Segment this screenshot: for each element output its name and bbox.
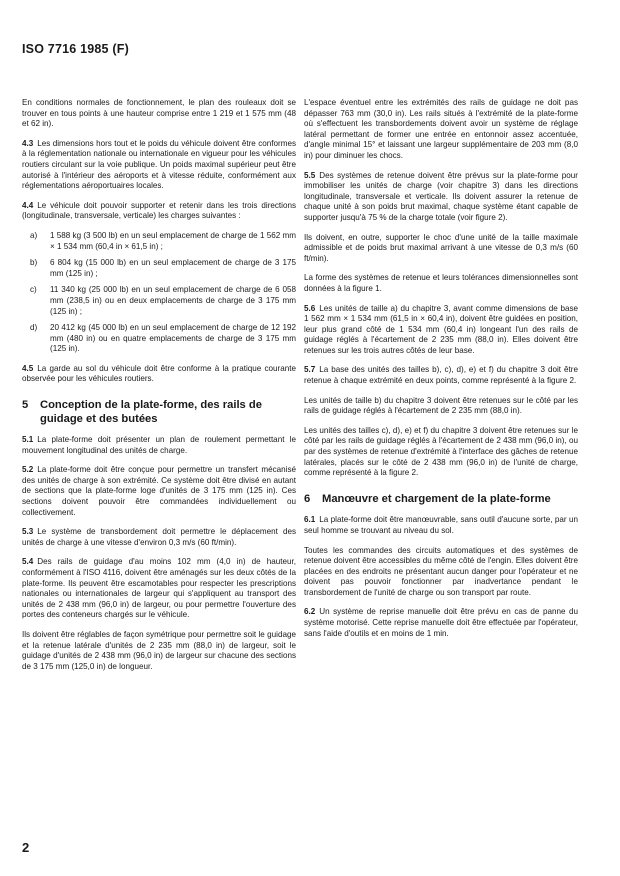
clause-text: Un système de reprise manuelle doit être prévu en cas de panne du système motorisé. Cette reprise manuelle doit être effectuée par l'opérateur, sans l'aide d'outils et en moins de 1 min. bbox=[304, 607, 578, 638]
clause-number: 6.2 bbox=[304, 607, 316, 617]
document-header: ISO 7716 1985 (F) bbox=[22, 42, 129, 56]
list-text: 1 588 kg (3 500 lb) en un seul emplacement de charge de 1 562 mm × 1 534 mm (60,4 in × 61,5 in) ; bbox=[50, 230, 296, 251]
page-number: 2 bbox=[22, 840, 30, 855]
list-text: 20 412 kg (45 000 lb) en un seul emplacement de charge de 12 192 mm (480 in) ou en quatre emplacements de charge de 3 175 mm (125 in). bbox=[50, 323, 296, 354]
list-item bbox=[22, 323, 296, 355]
left-column bbox=[22, 98, 296, 681]
list-text: 11 340 kg (25 000 lb) en un seul emplacement de charge de 6 058 mm (238,5 in) ou en deux emplacements de charge de 3 175 mm (125 in) ; bbox=[50, 285, 296, 316]
list-label: b) bbox=[30, 258, 38, 268]
clause-text: Le système de transbordement doit permettre le déplacement des unités de charge à une vitesse d'environ 0,3 m/s (60 ft/min). bbox=[22, 527, 296, 547]
section-title: Manœuvre et chargement de la plate-forme bbox=[322, 492, 551, 505]
clause-4-5 bbox=[22, 364, 296, 385]
clause-5-4 bbox=[22, 557, 296, 621]
clause-number: 4.5 bbox=[22, 363, 34, 373]
clause-5-6 bbox=[304, 304, 578, 357]
list-item bbox=[22, 285, 296, 317]
section-6-heading bbox=[304, 493, 578, 507]
right-column bbox=[304, 98, 578, 648]
clause-number: 5.5 bbox=[304, 170, 316, 180]
load-list bbox=[22, 231, 296, 355]
list-label: c) bbox=[30, 285, 37, 295]
clause-6-2 bbox=[304, 607, 578, 639]
clause-5-2 bbox=[22, 465, 296, 518]
clause-text: Des rails de guidage d'au moins 102 mm (4,0 in) de hauteur, conformément à l'ISO 4116, doivent être aménagés sur les deux côtés de la plate-forme. Ils peuvent être escamotables pour respecter les prescriptions nationales ou internationales de largeur qui s'appliquent au transport des unités de 2 438 mm (96,0 in) de largeur, ou pour permettre l'ouverture des portes des conteneurs chargés sur le véhicule. bbox=[22, 557, 296, 620]
paragraph: En conditions normales de fonctionnement, le plan des rouleaux doit se trouver en tous points à une hauteur comprise entre 1 219 et 1 575 mm (48 et 62 in). bbox=[22, 98, 296, 129]
clause-5-7 bbox=[304, 365, 578, 386]
clause-text: Le véhicule doit pouvoir supporter et retenir dans les trois directions (longitudinale, transversale, verticale) les charges suivantes : bbox=[22, 200, 296, 221]
paragraph: Toutes les commandes des circuits automatiques et des systèmes de retenue doivent être accessibles du même côté de l'engin. Elles doivent être placées en des endroits ne présentant aucun danger pour l'opérateur et ne doivent pas pouvoir fonctionner par inadvertance pendant le transbordement de l'unité de charge ou son transport par route. bbox=[304, 545, 578, 597]
paragraph: Les unités des tailles c), d), e) et f) du chapitre 3 doivent être retenues sur le côté par les rails de guidage réglés à l'écartement de 2 438 mm (96,0 in), ou par des systèmes de retenue d'extrémité à l'interface des gâches de retenue latérales, placés sur le côté de 2 438 mm (96,0 in) de l'unité de charge, comme représenté à la figure 2. bbox=[304, 425, 578, 478]
clause-text: Les dimensions hors tout et le poids du véhicule doivent être conformes à la réglementation nationale ou internationale en vigueur pour les véhicules routiers circulant sur la voie publique. Un poids maximal supérieur peut être autorisé à l'intérieur des aéroports et à vitesse réduite, conformément aux réglementations aéroportuaires locales. bbox=[22, 138, 296, 191]
clause-number: 5.3 bbox=[22, 527, 34, 537]
paragraph: Ils doivent être réglables de façon symétrique pour permettre soit le guidage et la retenue latérale d'unités de 2 235 mm (88,0 in) de largeur, soit le guidage d'unités de 2 438 mm (96,0 in) de largeur sur chacune des sections de 3 175 mm (125,0 in) de longueur. bbox=[22, 629, 296, 671]
paragraph: Ils doivent, en outre, supporter le choc d'une unité de la taille maximale admissible et de poids brut maximal arrivant à une vitesse de 0,3 m/s (60 ft/min). bbox=[304, 232, 578, 263]
clause-5-3 bbox=[22, 527, 296, 548]
paragraph: Les unités de taille b) du chapitre 3 doivent être retenues sur le côté par les rails de guidage réglés à l'écartement de 2 235 mm (88,0 in). bbox=[304, 395, 578, 416]
paragraph: L'espace éventuel entre les extrémités des rails de guidage ne doit pas dépasser 763 mm (30,0 in). Les rails situés à l'extrémité de la plate-forme où s'effectuent les transbordements doivent avoir un système de réglage latéral permettant de former une entrée en entonnoir assez accentuée, d'angle minimal 15° et laissant une largeur supplémentaire de 203 mm (8,0 in) pour diminuer les chocs. bbox=[304, 98, 578, 160]
section-number: 6 bbox=[304, 492, 311, 505]
clause-text: La plate-forme doit être conçue pour permettre un transfert mécanisé des unités de charge à son extrémité. Ce système doit être divisé en autant de sections que la plate-forme loge d'unités de 3 175 mm (125 in). Ces sections doivent pouvoir être commandées individuellement ou collectivement. bbox=[22, 465, 296, 517]
clause-number: 5.7 bbox=[304, 365, 316, 375]
clause-4-3 bbox=[22, 139, 296, 192]
list-item bbox=[22, 231, 296, 252]
clause-number: 5.6 bbox=[304, 303, 316, 313]
clause-number: 5.2 bbox=[22, 465, 34, 475]
clause-number: 4.4 bbox=[22, 200, 34, 210]
list-item bbox=[22, 258, 296, 279]
paragraph: La forme des systèmes de retenue et leurs tolérances dimensionnelles sont données à la figure 1. bbox=[304, 273, 578, 293]
clause-number: 4.3 bbox=[22, 138, 34, 148]
clause-number: 5.4 bbox=[22, 557, 34, 567]
section-5-heading bbox=[22, 399, 296, 426]
clause-5-1 bbox=[22, 435, 296, 456]
clause-4-4 bbox=[22, 201, 296, 222]
list-label: a) bbox=[30, 230, 38, 240]
clause-number: 5.1 bbox=[22, 435, 34, 445]
list-text: 6 804 kg (15 000 lb) en un seul emplacement de charge de 3 175 mm (125 in) ; bbox=[50, 258, 296, 278]
clause-6-1 bbox=[304, 515, 578, 536]
clause-text: La base des unités des tailles b), c), d), e) et f) du chapitre 3 doit être retenue à chaque extrémité en deux points, comme représenté à la figure 2. bbox=[304, 365, 578, 386]
clause-text: Les unités de taille a) du chapitre 3, avant comme dimensions de base 1 562 mm × 1 534 mm (61,5 in × 60,4 in), doivent être guidées en position, leur plus grand côté de 1 534 mm (60,4 in) longeant l'un des rails de guidage réglés à l'écartement de 2 235 mm (88,0 in). Elles doivent être retenues sur les trois autres côtés de leur base. bbox=[304, 303, 578, 355]
list-label: d) bbox=[30, 323, 38, 333]
clause-text: La plate-forme doit être manœuvrable, sans outil d'aucune sorte, par un seul homme se trouvant au niveau du sol. bbox=[304, 515, 578, 535]
clause-text: Des systèmes de retenue doivent être prévus sur la plate-forme pour immobiliser les unités de charge (voir chapitre 3) dans les directions longitudinale, transversale et verticale. Ils doivent assurer la retenue de chaque unité à son poids brut maximal, chaque système étant capable de supporter jusqu'à 75 % de la charge totale (voir figure 2). bbox=[304, 170, 578, 222]
clause-text: La garde au sol du véhicule doit être conforme à la pratique courante observée pour les véhicules routiers. bbox=[22, 363, 296, 384]
section-title: Conception de la plate-forme, des rails de guidage et des butées bbox=[40, 399, 262, 425]
section-number: 5 bbox=[22, 399, 29, 412]
clause-5-5 bbox=[304, 171, 578, 224]
clause-number: 6.1 bbox=[304, 515, 316, 525]
clause-text: La plate-forme doit présenter un plan de roulement permettant le mouvement longitudinal des unités de charge. bbox=[22, 435, 296, 455]
